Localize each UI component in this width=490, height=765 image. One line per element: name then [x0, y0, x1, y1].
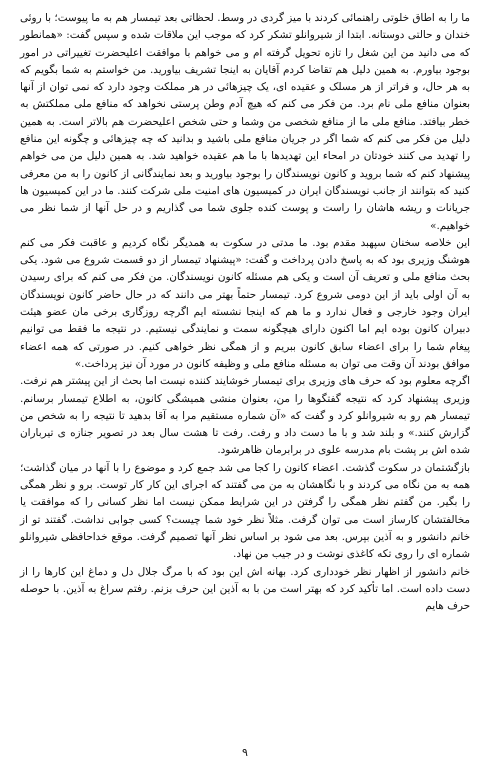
paragraph-1: ما را به اطاق خلوتی راهنمائی کردند با میز گردی در وسط. لحظاتی بعد تیمسار هم به ما پیوست؛ با روئی خندان و حالتی دوستانه. ابتدا از شیروانلو تشکر کرد که موجب این ملاقات شده و سپس گفت: «همانطور که می دانید من این شغل را تازه تحویل گرفته ام و می خواهم با موافقت اعلیحضرت تغییراتی در امور بوجود بیاورم. به همین دلیل هم تقاضا کردم آقایان به اینجا تشریف بیاورید. من خواستم به شما بگویم که به هر حال، و فراتر از هر مسلک و عقیده ای، یک چیزهائی در هر مملکت وجود دارد که نمی توان از آنها بعنوان منافع ملی نام برد. من فکر می کنم که هیچ آدم وطن پرستی نخواهد که منافع ملی مملکتش به خطر بیافتد. منافع ملی ما از منافع شخصی من وشما و حتی شخص اعلیحضرت هم بالاتر است. به همین دلیل من فکر می کنم که شما اگر در جریان منافع ملی باشید و بدانید که چه چیزهائی و چگونه این منافع را تهدید می کنند خودتان در امحاء این تهدیدها با ما هم عقیده خواهید شد. به همین دلیل من می خواهم پیشنهاد کنم که شما بروید و کانون نویسندگان را بوجود بیاورید و بعد نمایندگانی از کانون را به من معرفی کنید که بتوانند از جانب نویسندگان ایران در کمیسیون های امنیت ملی شرکت کنند. ما در این کمیسیون ها جریانات و ریشه هاشان را راست و پوست کنده جلوی شما می گذاریم و در حل آنها از شما نظر می خواهیم.»	[20, 12, 470, 232]
page-number: ۹	[242, 746, 248, 759]
paragraph-2: این خلاصه سخنان سپهبد مقدم بود. ما مدتی در سکوت به همدیگر نگاه کردیم و عاقبت فکر می کنم هوشنگ وزیری بود که به پاسخ دادن پرداخت و گفت: «پیشنهاد تیمسار از دو قسمت شروع می شود. یکی بحث منافع ملی و تعریف آن است و یکی هم مسئله کانون نویسندگان. من فکر می کنم که برای رسیدن به آن اولی باید از این دومی شروع کرد. تیمسار حتماً بهتر می دانند که در حال حاضر کانون نویسندگان ایران وجود خارجی و فعال ندارد و ما هم که اینجا نشسته ایم اگرچه روزگاری برخی مان عضو هیئت دبیران کانون بوده ایم اما اکنون دارای هیچگونه سمت و نمایندگی نیستیم. در نتیجه ما فقط می توانیم پیغام شما را برای اعضاء سابق کانون ببریم و از همگی نظر خواهی کنیم. در صورتی که همه اعضاء موافق بودند آن وقت می توان به مسئله منافع ملی و وظیفه کانون در مورد آن نیز پرداخت.»	[20, 236, 470, 370]
body-text	[20, 10, 470, 615]
paragraph-4: بازگشتمان در سکوت گذشت. اعضاء کانون را کجا می شد جمع کرد و موضوع را با آنها در میان گذاشت؛ همه به من نگاه می کردند و با نگاهشان به من می گفتند که اجرای این کار کار توست. برو و نظر همگی را بگیر. من گفتم نظر همگی را گرفتن در این شرایط ممکن نیست اما نظر کسانی را که موافقت یا مخالفتشان کارساز است می توان گرفت. مثلاً نظر خود شما چیست؟ کسی جوابی نداشت. گفتند تو از خانم دانشور و به آذین بپرس. بعد می شود بر اساس نظر آنها تصمیم گرفت. موقع خداحافظی شیروانلو شماره ای را روی تکه کاغذی نوشت و در جیب من نهاد.	[20, 461, 470, 561]
paragraph-3: اگرچه معلوم بود که حرف های وزیری برای تیمسار خوشایند کننده نیست اما بحث از این پیشتر هم نرفت. وزیری پیشنهاد کرد که نتیجه گفتگوها را من، بعنوان منشی همیشگی کانون، به اطلاع تیمسار برسانم. تیمسار هم رو به شیروانلو کرد و گفت که «آن شماره مستقیم مرا به آقا بدهید تا نتیجه را به شخص من گزارش کنند.» و بلند شد و با ما دست داد و رفت. رفت تا هشت سال بعد در تصویر جنازه ی تیرباران شده اش بر پشت بام مدرسه علوی در برابرمان ظاهرشود.	[20, 375, 470, 457]
paragraph-5: خانم دانشور از اظهار نظر خودداری کرد. بهانه اش این بود که با مرگ جلال دل و دماغ این کارها را از دست داده است. اما تأکید کرد که بهتر است من با به آذین این حرف بزنم. رفتم سراغ به آذین. با حوصله حرف هایم	[20, 565, 470, 613]
